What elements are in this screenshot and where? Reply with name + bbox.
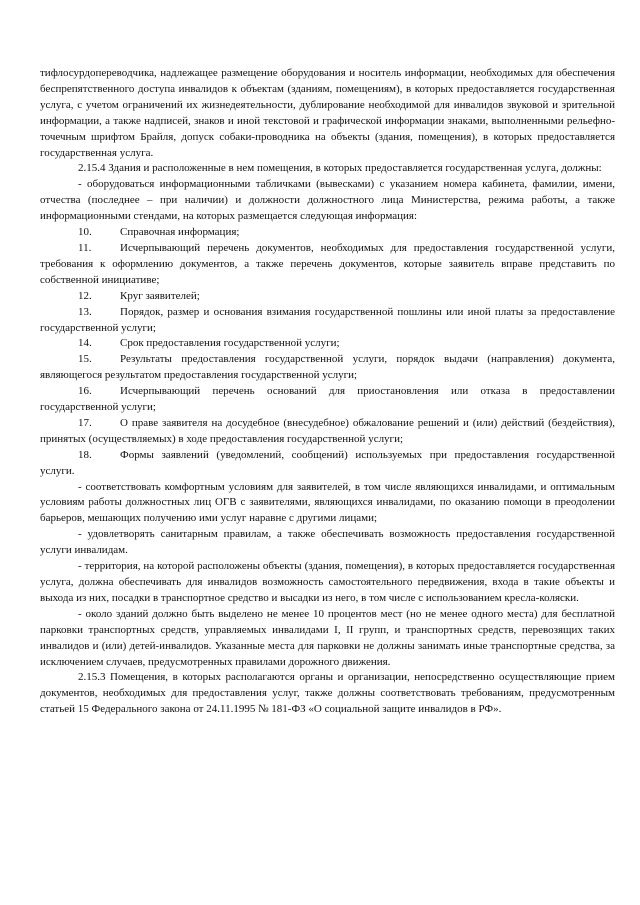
paragraph-continuation: тифлосурдопереводчика, надлежащее размещение оборудования и носитель информации, необходимых для обеспечения беспрепятственного доступа инвалидов к объектам (зданиям, помещениям), в которых предоставляется государственная услуга, с учетом ограничений их жизнедеятельности, дублирование необходимой для инвалидов звуковой и зрительной информации, а также надписей, знаков и иной текстовой и графической информации знаками, выполненными рельефно-точечным шрифтом Брайля, допуск собаки-проводника на объекты (здания, помещения), в которых предоставляется государственная услуга. bbox=[40, 67, 615, 159]
document-body bbox=[40, 66, 615, 718]
list-item bbox=[40, 289, 615, 305]
list-item bbox=[40, 305, 615, 337]
paragraph-comfort-conditions: - соответствовать комфортным условиям для заявителей, в том числе являющихся инвалидами, и оптимальным условиям работы должностных лиц ОГВ с заявителями, являющихся инвалидами, по оказанию помощи в преодолении барьеров, мешающих получению ими услуг наравне с другими лицами; bbox=[40, 480, 615, 525]
list-item-number: 16. bbox=[78, 385, 92, 398]
list-item bbox=[40, 384, 615, 416]
list-item-number: 14. bbox=[78, 337, 92, 350]
paragraph-territory: - территория, на которой расположены объекты (здания, помещения), в которых предоставляется государственная услуга, должна обеспечивать для инвалидов возможность самостоятельного передвижения, входа в такие объекты и выхода из них, посадки в транспортное средство и высадки из него, в том числе с использованием кресла-коляски. bbox=[40, 560, 615, 604]
list-item-text: Формы заявлений (уведомлений, сообщений) используемых при предоставления государственной услуги. bbox=[40, 448, 615, 477]
list-item-text: Справочная информация; bbox=[120, 226, 240, 239]
list-item-number: 11. bbox=[78, 241, 92, 254]
list-item-text: Результаты предоставления государственной услуги, порядок выдачи (направления) документа, являющегося результатом предоставления государственной услуги; bbox=[40, 353, 615, 382]
list-item bbox=[40, 448, 615, 480]
list-item-number: 15. bbox=[78, 353, 92, 366]
list-item-text: Исчерпывающий перечень документов, необходимых для предоставления государственной услуги, требования к оформлению документов, а также перечень документов, которые заявитель вправе представить по собственной инициативе; bbox=[40, 241, 615, 286]
list-item-text: Порядок, размер и основания взимания государственной пошлины или иной платы за предоставление государственной услуги; bbox=[40, 305, 615, 334]
list-item bbox=[40, 241, 615, 289]
list-item-number: 17. bbox=[78, 416, 92, 429]
list-item bbox=[40, 416, 615, 448]
list-item bbox=[40, 352, 615, 384]
list-item-text: Круг заявителей; bbox=[120, 289, 200, 302]
paragraph-parking: - около зданий должно быть выделено не менее 10 процентов мест (но не менее одного места) для бесплатной парковки транспортных средств, управляемых инвалидами I, II групп, и транспортных средств, перевозящих таких инвалидов и (или) детей-инвалидов. Указанные места для парковки не должны занимать иные транспортные средства, за исключением случаев, предусмотренных правилами дорожного движения. bbox=[40, 607, 615, 668]
list-item-text: Исчерпывающий перечень оснований для приостановления или отказа в предоставлении государственной услуги; bbox=[40, 385, 615, 414]
list-item-number: 18. bbox=[78, 448, 92, 461]
paragraph-sanitary-rules: - удовлетворять санитарным правилам, а также обеспечивать возможность предоставления государственной услуги инвалидам. bbox=[40, 528, 615, 557]
list-item-text: Срок предоставления государственной услуги; bbox=[120, 337, 340, 350]
list-item bbox=[40, 336, 615, 352]
list-item-text: О праве заявителя на досудебное (внесудебное) обжалование решений и (или) действий (бездействия), принятых (осуществляемых) в ходе предоставления государственной услуги; bbox=[40, 416, 615, 445]
list-item bbox=[40, 225, 615, 241]
list-item-number: 12. bbox=[78, 289, 92, 302]
paragraph-2-15-4: 2.15.4 Здания и расположенные в нем помещения, в которых предоставляется государственная услуга, должны: bbox=[78, 162, 602, 175]
list-item-number: 10. bbox=[78, 226, 92, 239]
paragraph-2-15-3: 2.15.3 Помещения, в которых располагаются органы и организации, непосредственно осуществляющие прием документов, необходимых для предоставления услуг, также должны соответствовать требованиям, предусмотренным статьей 15 Федерального закона от 24.11.1995 № 181-ФЗ «О социальной защите инвалидов в РФ». bbox=[40, 671, 615, 716]
paragraph-info-signs: - оборудоваться информационными табличками (вывесками) с указанием номера кабинета, фамилии, имени, отчества (последнее – при наличии) и должности должностного лица Министерства, режима работы, а также информационными стендами, на которых размещается следующая информация: bbox=[40, 178, 615, 223]
list-item-number: 13. bbox=[78, 305, 92, 318]
